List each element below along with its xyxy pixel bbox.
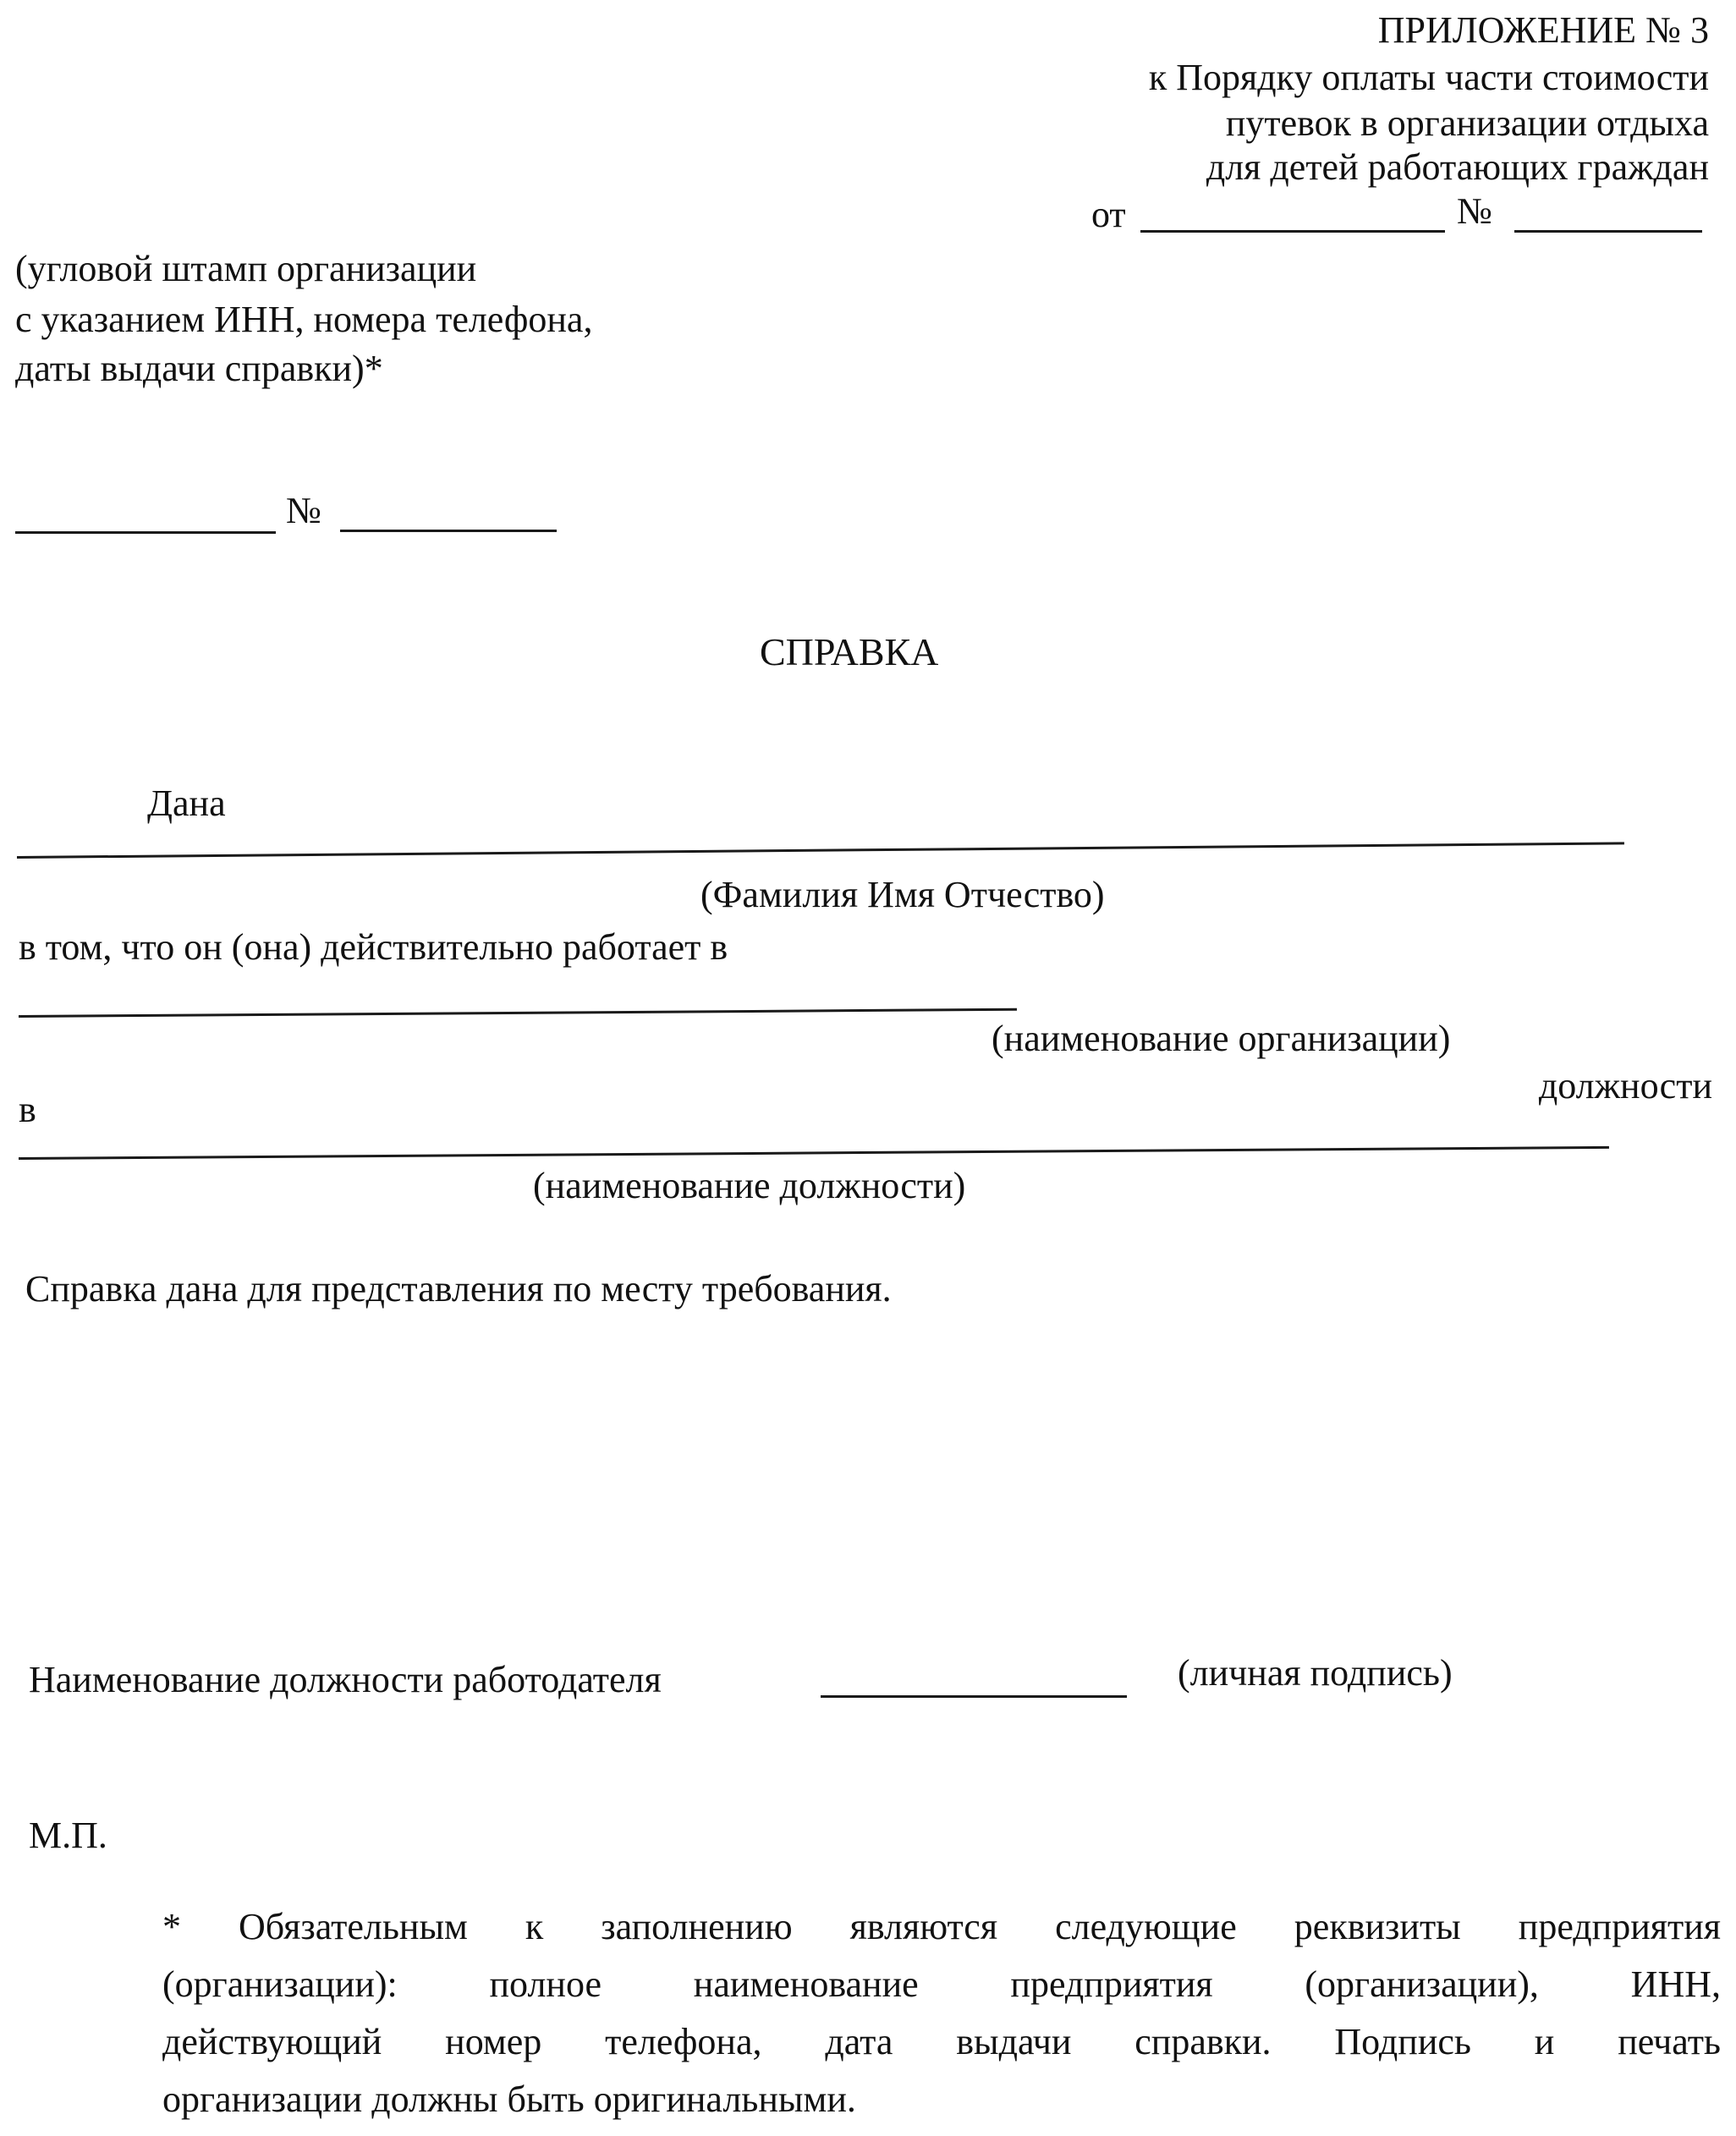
seal-label: М.П.	[29, 1815, 107, 1856]
fio-caption: (Фамилия Имя Отчество)	[700, 874, 1105, 915]
outgoing-number-label: №	[286, 490, 321, 531]
document-title: СПРАВКА	[760, 630, 939, 673]
employer-position-label: Наименование должности работодателя	[29, 1659, 662, 1700]
appendix-line: к Порядку оплаты части стоимости	[1148, 57, 1709, 98]
appendix-number-field[interactable]	[1514, 230, 1702, 233]
outgoing-date-field[interactable]	[15, 531, 276, 534]
footnote-line: * Обязательным к заполнению являются следующие реквизиты предприятия	[162, 1906, 1721, 1947]
appendix-from-label: от	[1091, 194, 1126, 235]
footnote-line: (организации): полное наименование предприятия (организации), ИНН,	[162, 1963, 1721, 2005]
fio-field[interactable]	[17, 842, 1624, 859]
organization-field[interactable]	[19, 1008, 1017, 1018]
appendix-line: путевок в организации отдыха	[1225, 102, 1709, 144]
appendix-title: ПРИЛОЖЕНИЕ № 3	[1377, 9, 1709, 51]
in-label: в	[19, 1089, 36, 1130]
position-label: должности	[1538, 1065, 1712, 1106]
outgoing-number-field[interactable]	[340, 530, 557, 532]
footnote	[162, 1898, 1721, 2128]
position-field[interactable]	[19, 1146, 1609, 1160]
purpose-text: Справка дана для представления по месту требования.	[25, 1268, 892, 1310]
footnote-line: действующий номер телефона, дата выдачи справки. Подпись и печать	[162, 2021, 1721, 2062]
organization-caption: (наименование организации)	[992, 1018, 1451, 1059]
stamp-line: (угловой штамп организации	[15, 248, 477, 289]
footnote-line: организации должны быть оригинальными.	[162, 2078, 856, 2120]
stamp-line: с указанием ИНН, номера телефона,	[15, 299, 593, 340]
given-label: Дана	[147, 782, 226, 824]
signature-caption: (личная подпись)	[1178, 1652, 1453, 1694]
position-caption: (наименование должности)	[533, 1165, 966, 1206]
appendix-number-label: №	[1457, 190, 1492, 232]
appendix-line: для детей работающих граждан	[1206, 146, 1709, 188]
appendix-date-field[interactable]	[1140, 230, 1445, 233]
works-in-text: в том, что он (она) действительно работает в	[19, 926, 728, 968]
stamp-line: даты выдачи справки)*	[15, 348, 383, 389]
signature-field[interactable]	[821, 1695, 1127, 1698]
